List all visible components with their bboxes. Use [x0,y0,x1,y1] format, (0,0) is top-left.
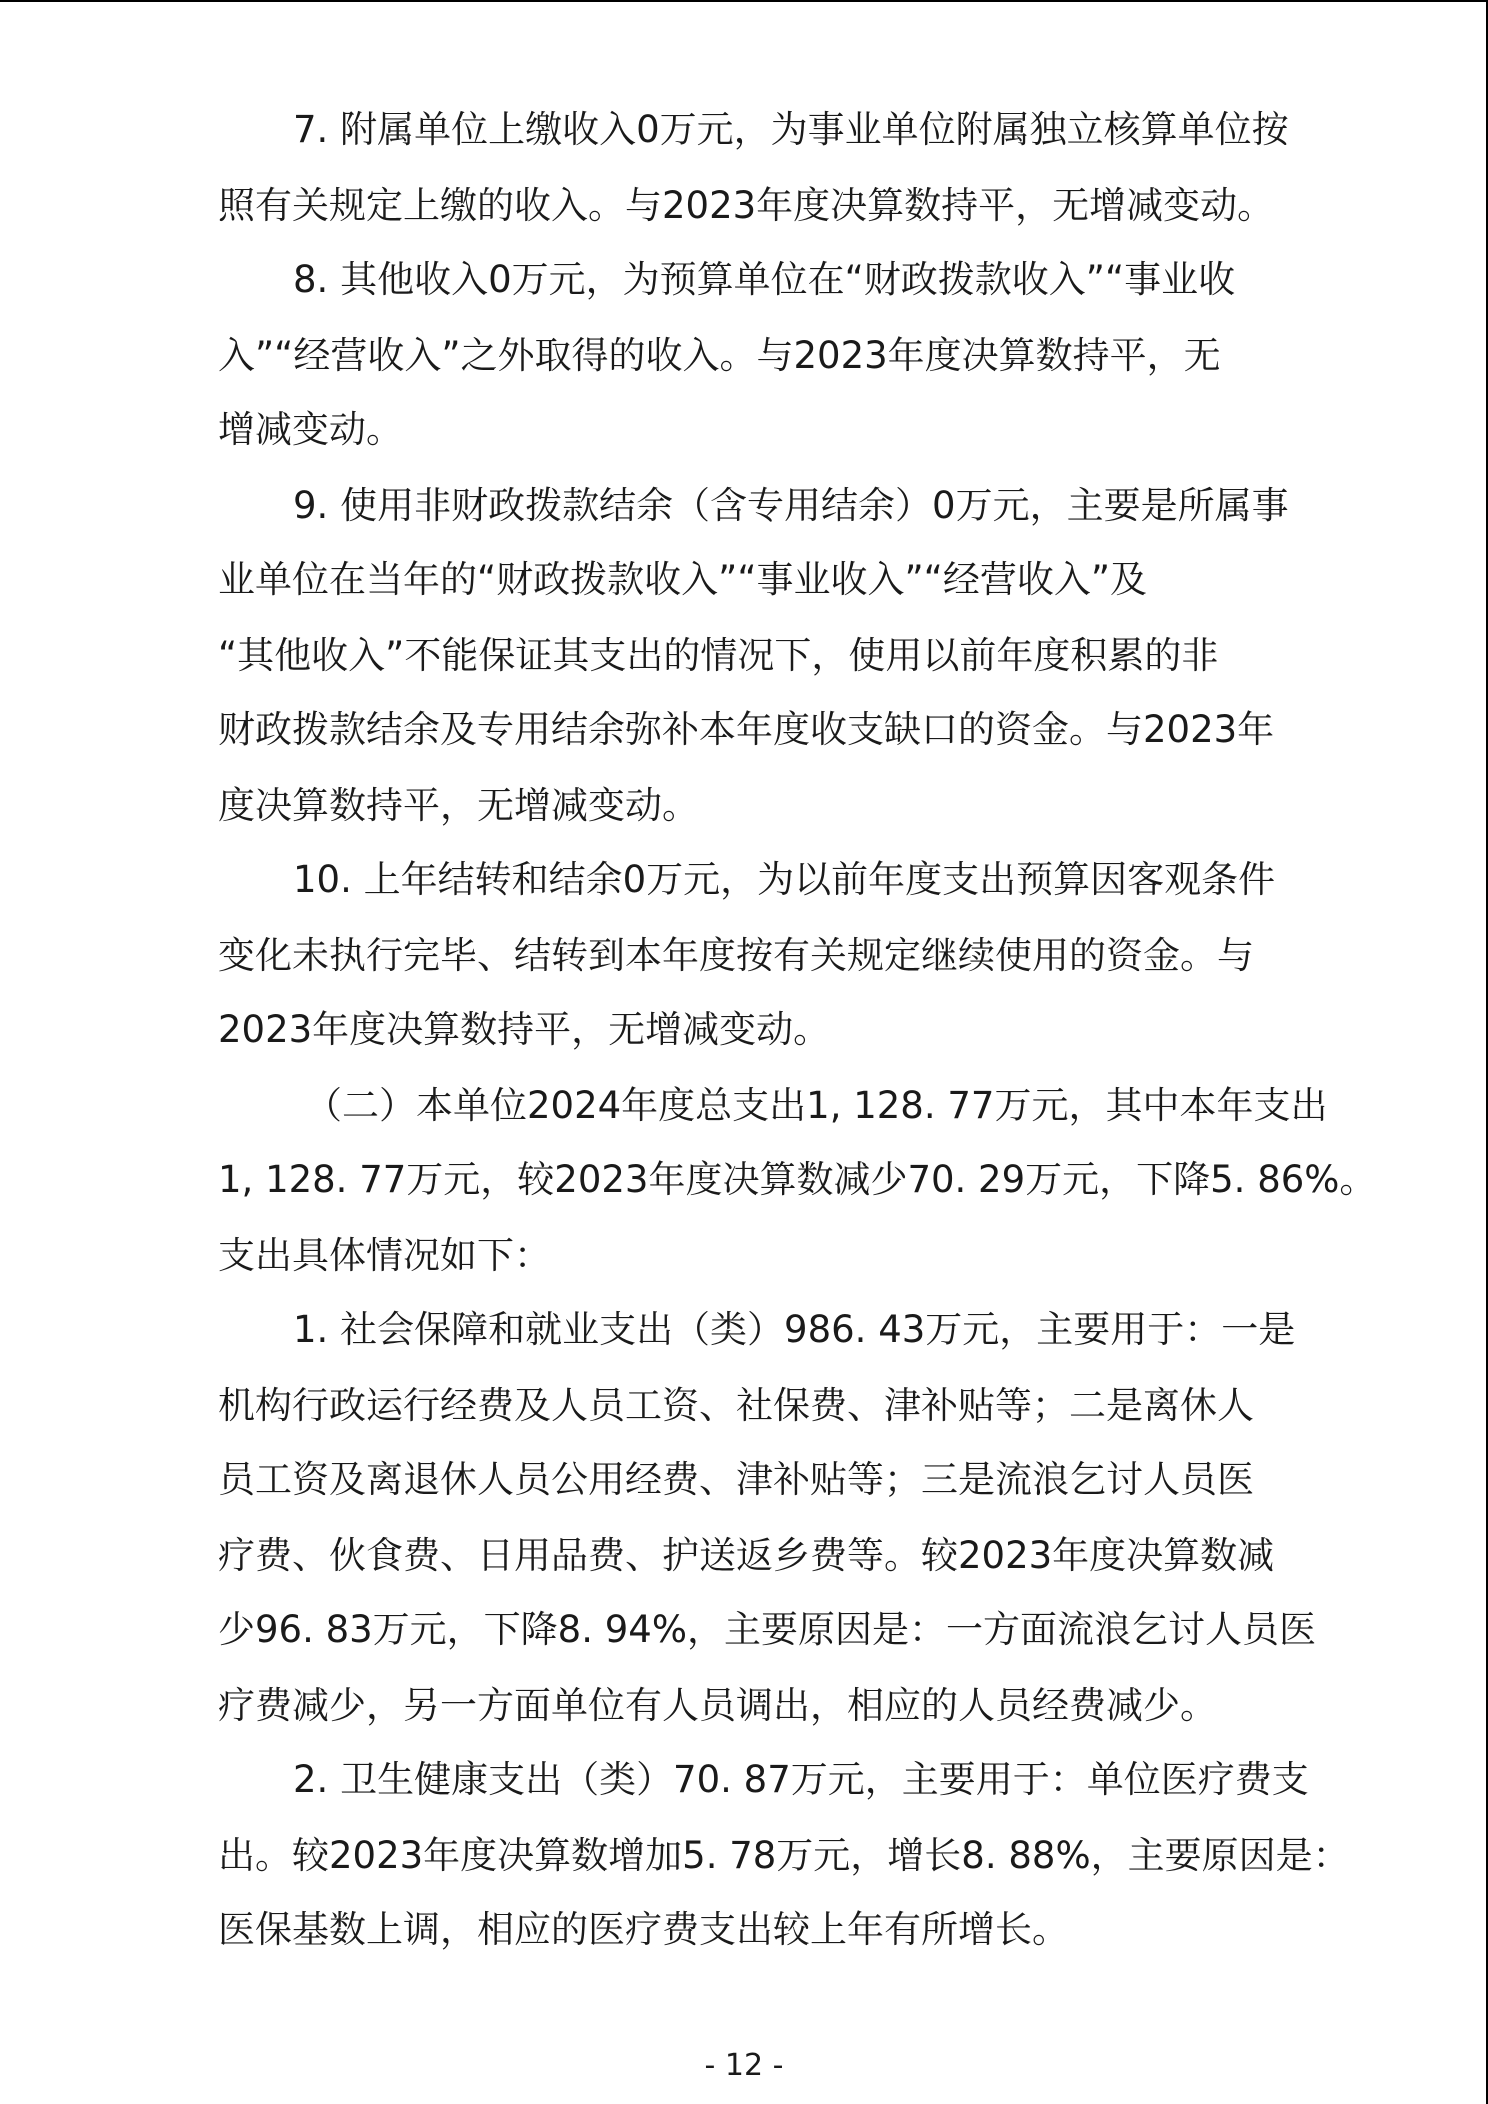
text-line: 照有关规定上缴的收入。与2023年度决算数持平，无增减变动。 [218,184,1275,227]
text-line: 度决算数持平，无增减变动。 [218,784,699,827]
text-line: （二）本单位2024年度总支出1, 128. 77万元，其中本年支出 [305,1084,1328,1127]
text-line: 7. 附属单位上缴收入0万元，为事业单位附属独立核算单位按 [293,108,1289,151]
text-line: 2. 卫生健康支出（类）70. 87万元，主要用于：单位医疗费支 [293,1758,1309,1801]
text-line: 1, 128. 77万元，较2023年度决算数减少70. 29万元，下降5. 86%。 [218,1158,1377,1201]
text-line: 疗费减少，另一方面单位有人员调出，相应的人员经费减少。 [218,1684,1217,1727]
text-line: 变化未执行完毕、结转到本年度按有关规定继续使用的资金。与 [218,934,1254,977]
text-line: 业单位在当年的“财政拨款收入”“事业收入”“经营收入”及 [218,558,1148,601]
text-line: 财政拨款结余及专用结余弥补本年度收支缺口的资金。与2023年 [218,708,1275,751]
text-line: “其他收入”不能保证其支出的情况下，使用以前年度积累的非 [218,634,1219,677]
text-line: 疗费、伙食费、日用品费、护送返乡费等。较2023年度决算数减 [218,1534,1275,1577]
text-line: 医保基数上调，相应的医疗费支出较上年有所增长。 [218,1908,1069,1951]
text-line: 机构行政运行经费及人员工资、社保费、津补贴等；二是离休人 [218,1384,1254,1427]
text-line: 出。较2023年度决算数增加5. 78万元，增长8. 88%，主要原因是： [218,1834,1350,1877]
text-line: 10. 上年结转和结余0万元，为以前年度支出预算因客观条件 [293,858,1276,901]
text-line: 少96. 83万元，下降8. 94%，主要原因是：一方面流浪乞讨人员医 [218,1608,1316,1651]
text-line: 员工资及离退休人员公用经费、津补贴等；三是流浪乞讨人员医 [218,1458,1254,1501]
text-line: 支出具体情况如下： [218,1234,551,1277]
text-line: 增减变动。 [218,408,403,451]
text-line: 2023年度决算数持平，无增减变动。 [218,1008,831,1051]
text-line: 1. 社会保障和就业支出（类）986. 43万元，主要用于：一是 [293,1308,1296,1351]
text-line: 8. 其他收入0万元，为预算单位在“财政拨款收入”“事业收 [293,258,1236,301]
text-line: 入”“经营收入”之外取得的收入。与2023年度决算数持平，无 [218,334,1221,377]
text-line: 9. 使用非财政拨款结余（含专用结余）0万元，主要是所属事 [293,484,1289,527]
page-number: - 12 - [704,2048,784,2083]
